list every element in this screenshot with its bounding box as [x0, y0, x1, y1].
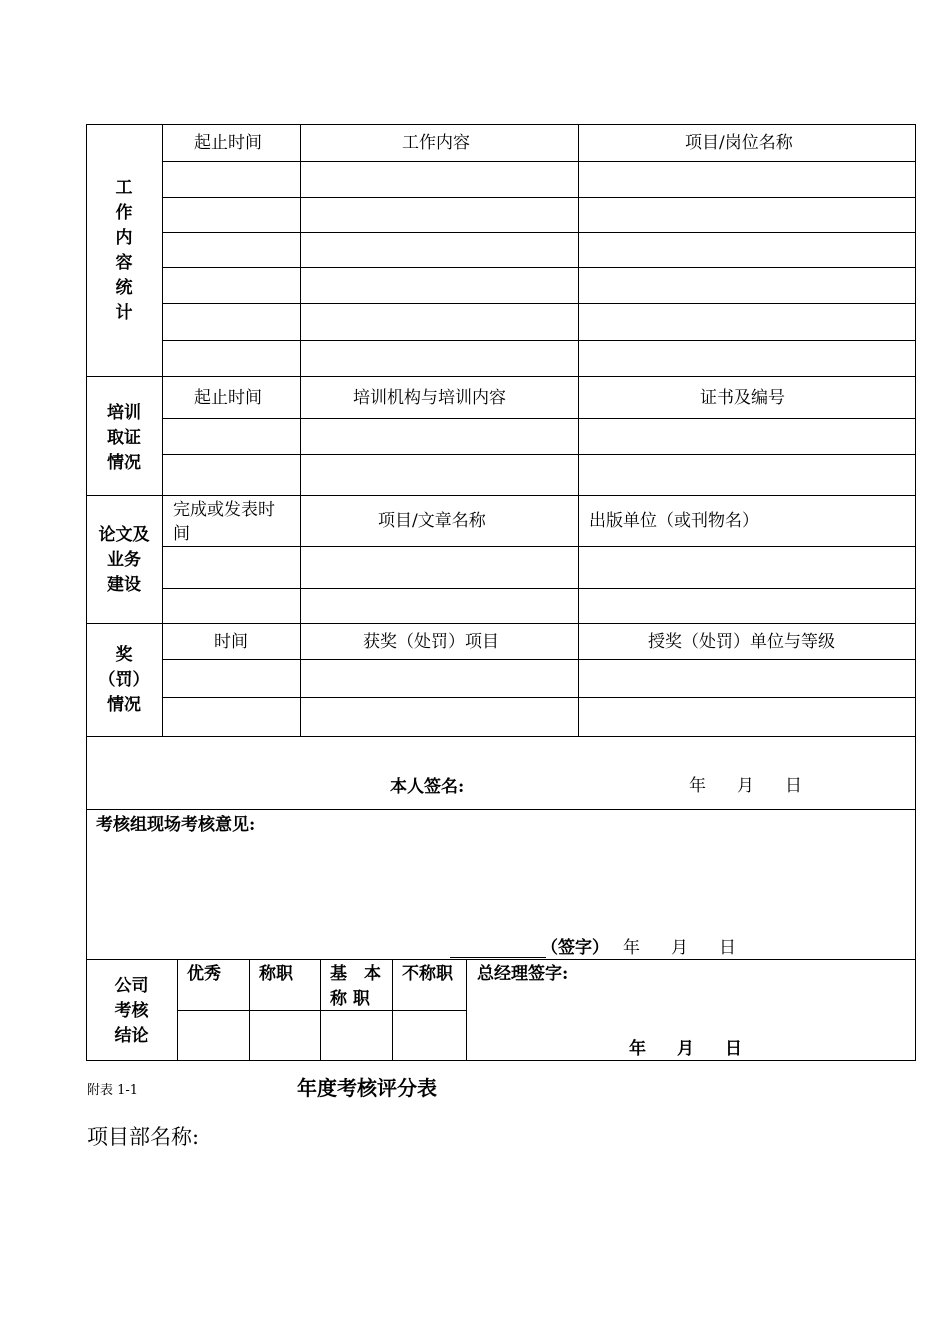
row-line	[162, 659, 916, 660]
conclusion-option-incompetent[interactable]: 不称职	[402, 964, 453, 984]
column-line	[392, 959, 393, 1060]
section-divider	[86, 959, 916, 960]
papers-col-time-header-line1: 完成或发表时	[173, 500, 275, 520]
work-label-char: 统	[115, 278, 133, 298]
papers-col-time-header-line2: 间	[173, 524, 190, 544]
row-line	[162, 340, 916, 341]
row-line	[162, 232, 916, 233]
section-divider	[86, 809, 916, 810]
self-sign-year: 年	[689, 776, 706, 796]
papers-label-line: 论文及	[98, 525, 150, 545]
training-col-org-header: 培训机构与培训内容	[353, 388, 506, 408]
group-sign-month: 月	[671, 938, 688, 958]
papers-label-line: 业务	[107, 550, 141, 570]
training-col-cert-header: 证书及编号	[700, 388, 785, 408]
column-line	[320, 959, 321, 1060]
awards-section-label	[86, 643, 162, 718]
row-line	[162, 697, 916, 698]
column-line	[466, 959, 467, 1060]
column-line	[300, 124, 301, 736]
training-section-label	[86, 401, 162, 476]
self-sign-day: 日	[785, 776, 802, 796]
papers-label-line: 建设	[107, 575, 141, 595]
gm-signature-label: 总经理签字:	[477, 964, 569, 984]
work-col-time-header: 起止时间	[194, 133, 262, 153]
conclusion-option-competent[interactable]: 称职	[259, 964, 293, 984]
row-line	[162, 546, 916, 547]
papers-col-publisher-header: 出版单位（或刊物名）	[589, 511, 759, 531]
section-divider	[86, 495, 916, 496]
row-line	[162, 303, 916, 304]
row-line	[162, 197, 916, 198]
table-border-top	[86, 124, 916, 125]
group-signature-line	[450, 957, 546, 958]
conclusion-section-label	[86, 974, 177, 1049]
column-line	[578, 124, 579, 736]
row-line	[177, 1010, 466, 1011]
section-divider	[86, 376, 916, 377]
group-sign-label: （签字）	[541, 938, 609, 958]
section-divider	[86, 623, 916, 624]
group-sign-year: 年	[623, 938, 640, 958]
conclusion-label-line: 考核	[114, 1001, 149, 1021]
table-border-bottom	[86, 1060, 916, 1061]
conclusion-label-line: 结论	[114, 1026, 149, 1046]
gm-sign-year: 年	[629, 1039, 646, 1059]
conclusion-option-excellent[interactable]: 优秀	[187, 964, 221, 984]
self-sign-month: 月	[737, 776, 754, 796]
self-signature-label: 本人签名:	[390, 777, 465, 797]
form-title: 年度考核评分表	[297, 1076, 437, 1100]
conclusion-option-basic-line2[interactable]: 称 职	[330, 989, 370, 1009]
conclusion-option-basic-line1[interactable]: 基 本	[330, 964, 381, 984]
awards-col-time-header: 时间	[214, 632, 248, 652]
column-line	[249, 959, 250, 1060]
row-line	[162, 267, 916, 268]
row-line	[162, 161, 916, 162]
conclusion-label-line: 公司	[114, 976, 149, 996]
section-divider	[86, 736, 916, 737]
training-col-time-header: 起止时间	[194, 388, 262, 408]
awards-label-line: 奖	[115, 645, 133, 665]
training-label-line: 取证	[107, 428, 141, 448]
group-sign-day: 日	[719, 938, 736, 958]
group-opinion-label: 考核组现场考核意见:	[96, 815, 256, 835]
column-line	[177, 959, 178, 1060]
awards-col-unit-header: 授奖（处罚）单位与等级	[648, 632, 835, 652]
work-label-char: 计	[115, 303, 133, 323]
work-section-label	[86, 176, 162, 326]
project-dept-label: 项目部名称:	[87, 1125, 200, 1149]
work-col-content-header: 工作内容	[402, 133, 470, 153]
work-label-char: 容	[115, 253, 133, 273]
gm-sign-month: 月	[677, 1039, 694, 1059]
training-label-line: 培训	[107, 403, 141, 423]
awards-label-line: （罚）	[98, 670, 150, 690]
work-label-char: 内	[115, 228, 133, 248]
papers-section-label	[86, 523, 162, 598]
awards-col-item-header: 获奖（处罚）项目	[363, 632, 499, 652]
work-label-char: 作	[115, 203, 133, 223]
row-line	[162, 418, 916, 419]
work-col-project-header: 项目/岗位名称	[685, 133, 793, 153]
row-line	[162, 454, 916, 455]
row-line	[162, 588, 916, 589]
awards-label-line: 情况	[107, 695, 141, 715]
table-border-right	[915, 124, 916, 1060]
gm-sign-day: 日	[725, 1039, 742, 1059]
papers-col-name-header: 项目/文章名称	[378, 511, 486, 531]
work-label-char: 工	[115, 178, 133, 198]
training-label-line: 情况	[107, 453, 141, 473]
appendix-label: 附表 1-1	[87, 1083, 139, 1098]
column-line	[162, 124, 163, 736]
